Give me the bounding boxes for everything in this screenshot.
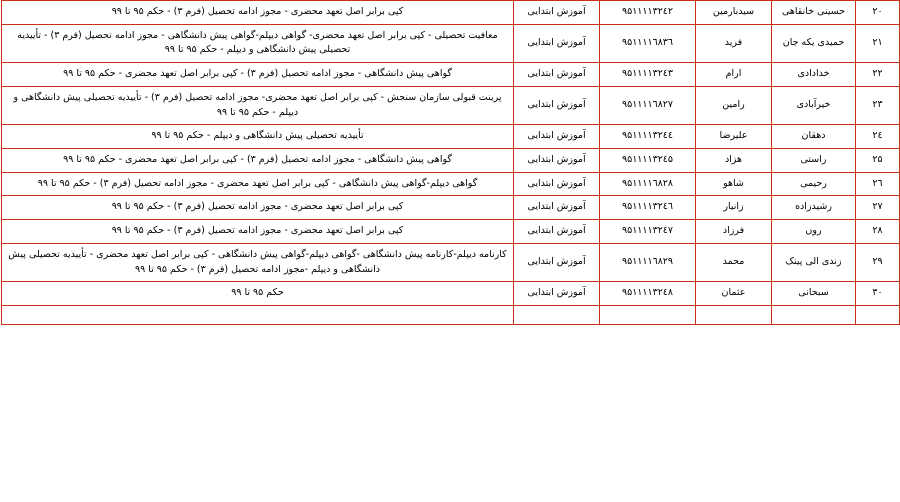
cell-family-name: رشیدزاده [772,196,856,220]
cell-family-name: روں [772,220,856,244]
cell-family-name: زندی الی پینک [772,243,856,281]
cell-national-id: ۹۵۱۱۱۱۳۲٤٤ [600,125,696,149]
cell-documents: پرینت قبولی سازمان سنجش - کپی برابر اصل تعهد محضری- مجوز ادامه تحصیل (فرم ۳) - تأییدیه تحصیلی پیش دانشگاهی و دیپلم - حکم ۹۵ تا ۹۹ [2,86,514,124]
cell-field-of-study: آموزش ابتدایی [514,63,600,87]
cell-first-name: شاهو [696,172,772,196]
cell-documents: حکم ۹۵ تا ۹۹ [2,282,514,306]
table-row [2,220,900,244]
cell-documents: کارنامه دیپلم-کارنامه پیش دانشگاهی -گواهی دیپلم-گواهی پیش دانشگاهی - کپی برابر اصل تعهد محضری - تأییدیه تحصیلی پیش دانشگاهی و دیپلم -مجوز ادامه تحصیل (فرم ۳) - حکم ۹۵ تا ۹۹ [2,243,514,281]
cell-row-number: ۲۰ [856,1,900,25]
table-row [2,172,900,196]
cell-field-of-study: آموزش ابتدایی [514,125,600,149]
cell-documents: گواهی پیش دانشگاهی - مجوز ادامه تحصیل (فرم ۳) - کپی برابر اصل تعهد محضری - حکم ۹۵ تا ۹۹ [2,63,514,87]
cell-first-name: سیدبارمین [696,1,772,25]
cell-field-of-study: آموزش ابتدایی [514,86,600,124]
cell-family-name: راستی [772,149,856,173]
cell-national-id: ۹۵۱۱۱۱۳۲٤۷ [600,220,696,244]
cell-row-number: ۲۱ [856,24,900,62]
table-row [2,149,900,173]
cell-field-of-study: آموزش ابتدایی [514,243,600,281]
cell-first-name: هزاد [696,149,772,173]
table-row [2,63,900,87]
cell-documents: گواهی پیش دانشگاهی - مجوز ادامه تحصیل (فرم ۳) - کپی برابر اصل تعهد محضری - حکم ۹۵ تا ۹۹ [2,149,514,173]
cell-field-of-study: آموزش ابتدایی [514,196,600,220]
cell-documents: گواهی دیپلم-گواهی پیش دانشگاهی - کپی برابر اصل تعهد محضری - مجوز ادامه تحصیل (فرم ۳) - حکم ۹۵ تا ۹۹ [2,172,514,196]
cell-family-name: دهقان [772,125,856,149]
cell-row-number: ۲٦ [856,172,900,196]
cell-first-name: فرید [696,24,772,62]
cell-national-id: ۹۵۱۱۱۱۳۲٤۲ [600,1,696,25]
cell-documents: کپی برابر اصل تعهد محضری - مجوز ادامه تحصیل (فرم ۳) - حکم ۹۵ تا ۹۹ [2,196,514,220]
cell-documents [2,306,514,325]
cell-national-id: ۹۵۱۱۱۱٦۸۲۹ [600,243,696,281]
cell-national-id: ۹۵۱۱۱۱٦۸۲۸ [600,172,696,196]
cell-row-number [856,306,900,325]
cell-first-name: علیرضا [696,125,772,149]
table-row [2,1,900,25]
cell-row-number: ۲۳ [856,86,900,124]
cell-national-id: ۹۵۱۱۱۱۳۲٤۵ [600,149,696,173]
table-row-partial [2,306,900,325]
cell-first-name: عثمان [696,282,772,306]
table-row [2,24,900,62]
cell-first-name: محمد [696,243,772,281]
cell-family-name: رحیمی [772,172,856,196]
cell-national-id: ۹۵۱۱۱۱٦۸۲۷ [600,86,696,124]
cell-first-name: زانیار [696,196,772,220]
cell-national-id [600,306,696,325]
cell-field-of-study [514,306,600,325]
cell-field-of-study: آموزش ابتدایی [514,282,600,306]
cell-national-id: ۹۵۱۱۱۱۳۲٤۳ [600,63,696,87]
table-row [2,282,900,306]
cell-row-number: ۲٤ [856,125,900,149]
cell-family-name: حمیدی یکه جان [772,24,856,62]
cell-field-of-study: آموزش ابتدایی [514,172,600,196]
cell-first-name: ارام [696,63,772,87]
cell-row-number: ۲۸ [856,220,900,244]
cell-first-name [696,306,772,325]
cell-first-name: رامین [696,86,772,124]
cell-field-of-study: آموزش ابتدایی [514,1,600,25]
cell-national-id: ۹۵۱۱۱۱٦۸۳٦ [600,24,696,62]
cell-field-of-study: آموزش ابتدایی [514,220,600,244]
cell-family-name: خدادادی [772,63,856,87]
cell-row-number: ۲۵ [856,149,900,173]
cell-row-number: ۲۷ [856,196,900,220]
table-row [2,196,900,220]
cell-row-number: ۳۰ [856,282,900,306]
cell-family-name: خیرآبادی [772,86,856,124]
table-row [2,86,900,124]
cell-first-name: فرزاد [696,220,772,244]
cell-family-name [772,306,856,325]
cell-field-of-study: آموزش ابتدایی [514,149,600,173]
cell-field-of-study: آموزش ابتدایی [514,24,600,62]
cell-family-name: سبحانی [772,282,856,306]
cell-documents: کپی برابر اصل تعهد محضری - مجوز ادامه تحصیل (فرم ۳) - حکم ۹۵ تا ۹۹ [2,220,514,244]
cell-national-id: ۹۵۱۱۱۱۳۲٤۸ [600,282,696,306]
table-body [2,1,900,325]
cell-row-number: ۲۲ [856,63,900,87]
table-row [2,125,900,149]
cell-national-id: ۹۵۱۱۱۱۳۲٤٦ [600,196,696,220]
cell-row-number: ۲۹ [856,243,900,281]
table-row [2,243,900,281]
cell-documents: تأییدیه تحصیلی پیش دانشگاهی و دیپلم - حکم ۹۵ تا ۹۹ [2,125,514,149]
cell-family-name: حسینی خانقاهی [772,1,856,25]
records-table [1,0,900,325]
cell-documents: کپی برابر اصل تعهد محضری - مجوز ادامه تحصیل (فرم ۳) - حکم ۹۵ تا ۹۹ [2,1,514,25]
cell-documents: معافیت تحصیلی - کپی برابر اصل تعهد محضری- گواهی دیپلم-گواهی پیش دانشگاهی - مجوز ادامه تحصیل (فرم ۳) - تأییدیه تحصیلی پیش دانشگاهی و دیپلم - حکم ۹۵ تا ۹۹ [2,24,514,62]
